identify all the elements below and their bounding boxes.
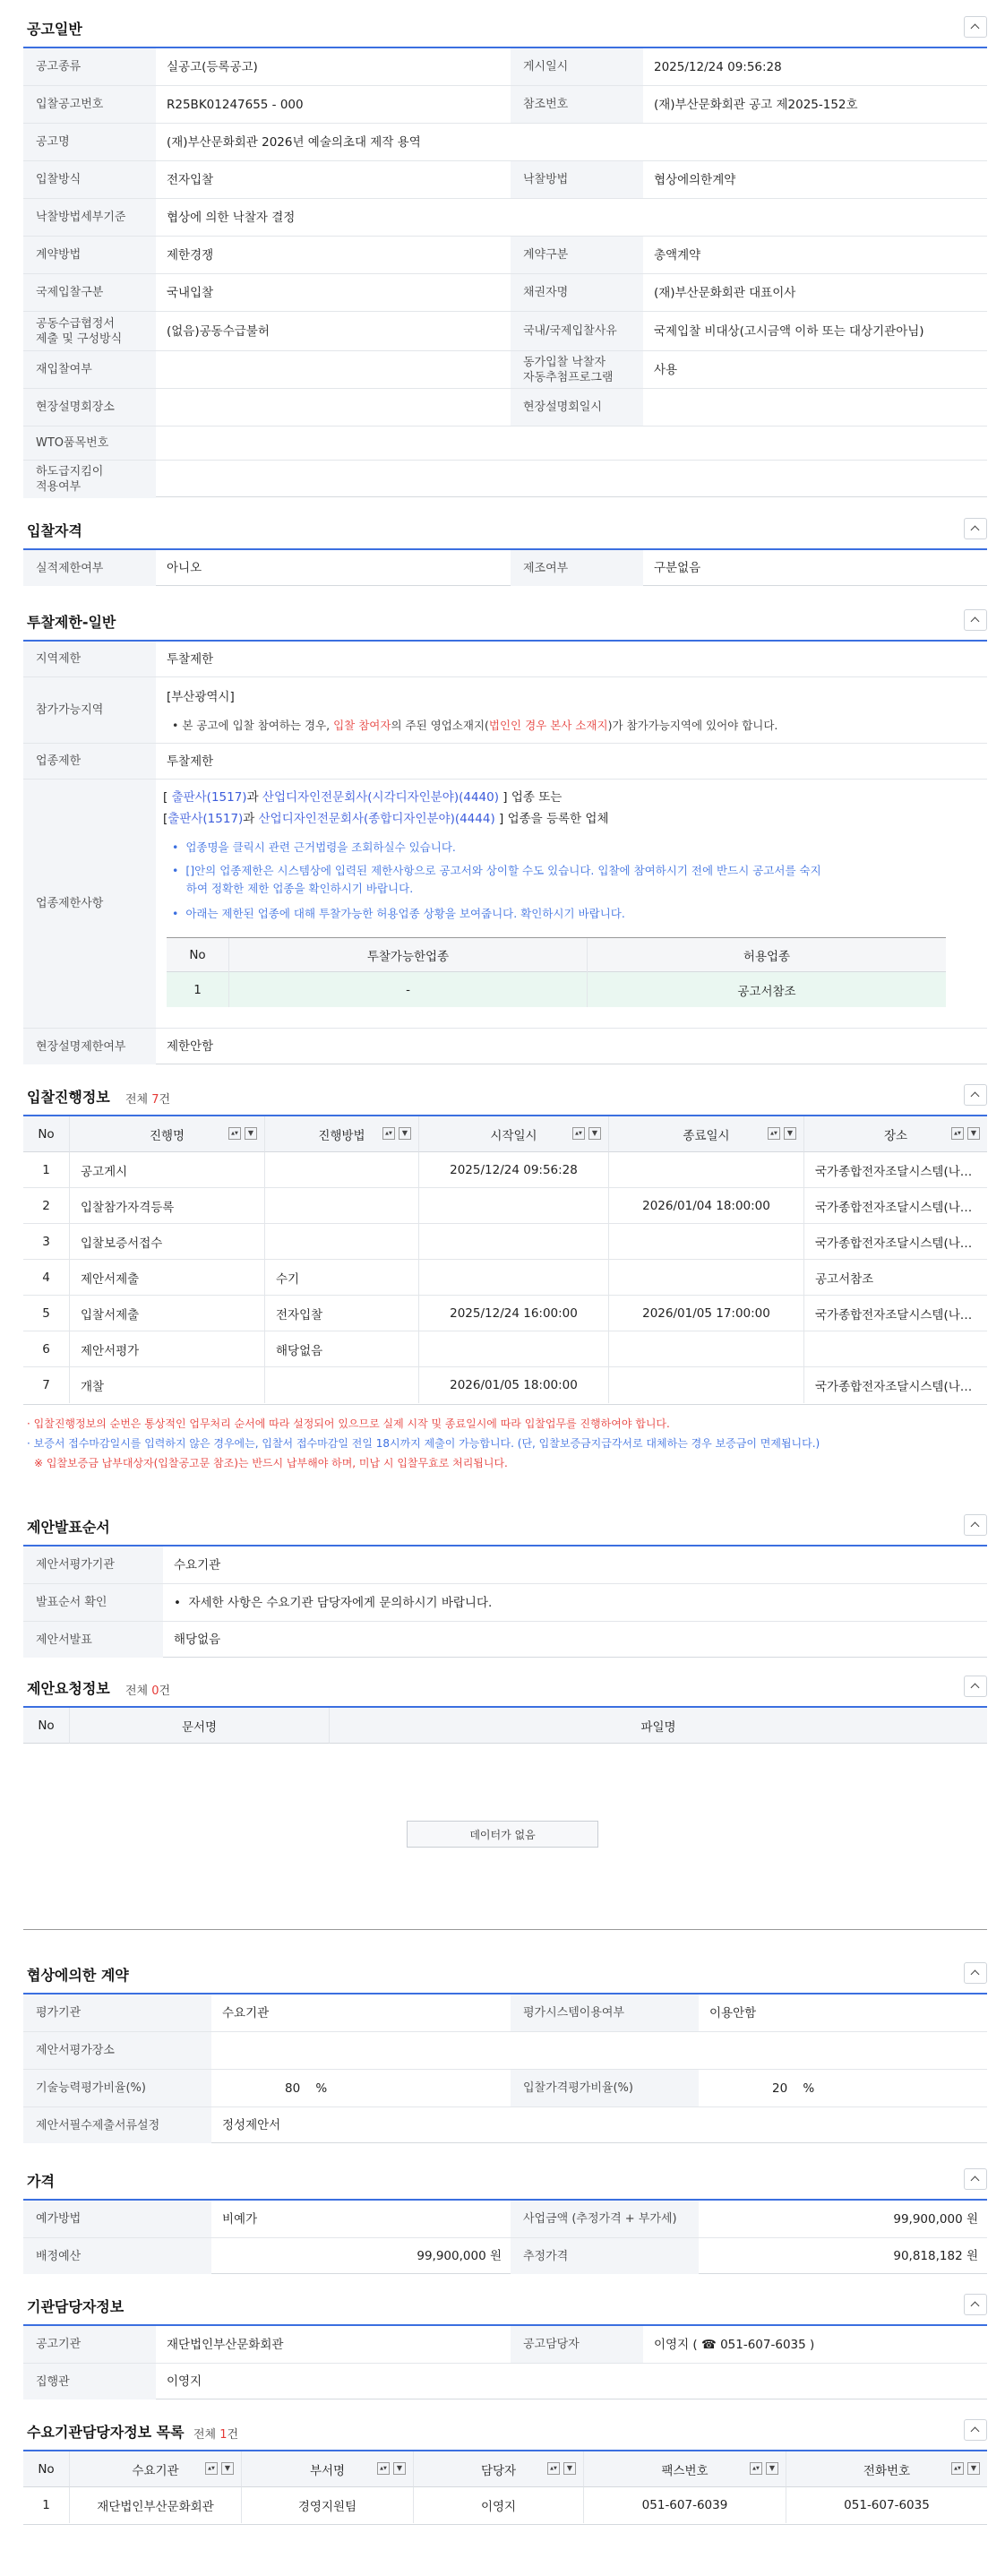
column-header-label: 전화번호 (863, 2463, 911, 2478)
field-label: 업종제한사항 (23, 780, 156, 1028)
section-title: 협상에의한 계약 (27, 1967, 129, 1984)
field-label: 입찰가격평가비율(%) (511, 2070, 699, 2106)
empty-message: 데이터가 없음 (407, 1821, 598, 1848)
column-header: 허용업종 (743, 950, 791, 964)
table-cell: 전자입찰 (265, 1296, 419, 1331)
column-header-6[interactable] (786, 2451, 987, 2487)
field-label: 공고명 (23, 124, 156, 160)
column-header-label: 진행명 (149, 1128, 185, 1143)
field-label: 입찰방식 (23, 161, 156, 198)
sub-header (167, 938, 946, 972)
column-header-label: 팩스번호 (661, 2463, 709, 2478)
allowed-industry-table (167, 937, 946, 1007)
field-label: 업종제한 (23, 744, 156, 779)
section-title: 공고일반 (27, 21, 82, 38)
field-label: 계약방법 (23, 237, 156, 273)
text: [ (163, 790, 172, 805)
section-title: 제안발표순서 (27, 1519, 110, 1536)
area-note: • 본 공고에 입찰 참여하는 경우, 입찰 참여자의 주된 영업소재지(법인인 경우 본사 소재지)가 참가가능지역에 있어야 합니다. (172, 719, 778, 732)
text: [ (163, 812, 168, 826)
industry-line-1 (163, 787, 562, 805)
cell: 1 (167, 972, 229, 1007)
table-cell: 제안서평가 (70, 1331, 265, 1367)
table-cell: 개찰 (70, 1367, 265, 1403)
industry-link[interactable]: 출판사(1517) (171, 790, 247, 805)
filter-icon[interactable]: ▼ (967, 2462, 980, 2475)
text: 건 (227, 2428, 239, 2442)
column-header-4[interactable] (419, 1116, 609, 1152)
site-limit: 제한안함 (167, 1039, 214, 1054)
table-cell: 2026/01/04 18:00:00 (609, 1188, 804, 1224)
table-cell: 경영지원팀 (242, 2487, 414, 2523)
section-announcement (23, 9, 987, 493)
table-row (23, 2487, 987, 2523)
table-cell (265, 1367, 419, 1403)
column-header: No (23, 1708, 70, 1744)
field-label: 현장설명회일시 (511, 389, 643, 426)
field-label: 공동수급협정서 제출 및 구성방식 (23, 312, 156, 350)
field-label: 현장설명회장소 (23, 389, 156, 426)
section-title: 가격 (27, 2173, 55, 2190)
contract-method: 제한경쟁 (167, 247, 214, 263)
filter-icon[interactable]: ▼ (221, 2462, 234, 2475)
filter-icon[interactable]: ▼ (967, 1127, 980, 1140)
table-row (167, 972, 946, 1007)
manager: 이영지 ( ☎ 051-607-6035 ) (654, 2337, 815, 2352)
filter-icon[interactable]: ▼ (563, 2462, 576, 2475)
table-cell: 1 (23, 1152, 70, 1188)
column-header-3[interactable] (242, 2451, 414, 2487)
table-row (23, 1188, 987, 1224)
section-title: 입찰진행정보 (27, 1089, 110, 1106)
note-line: · 보증서 접수마감일시를 입력하지 않은 경우에는, 입찰서 접수마감일 전일 18시까지 제출이 가능합니다. (단, 입찰보증금지급각서로 대체하는 경우 보증금이 면제됩니다.) (27, 1437, 820, 1450)
section-title: 기관담당자정보 (27, 2298, 125, 2315)
area-value: [부산광역시] (167, 690, 235, 704)
intl-type: 국내입찰 (167, 285, 214, 300)
filter-icon[interactable]: ▼ (784, 1127, 796, 1140)
sort-icon[interactable]: ▲▼ (572, 1127, 585, 1140)
field-label: 집행관 (23, 2364, 156, 2399)
table-cell: 입찰보증서접수 (70, 1224, 265, 1260)
field-label: 제안서발표 (23, 1622, 163, 1658)
project-amount: 99,900,000 원 (893, 2211, 978, 2227)
column-header-label: No (38, 2461, 55, 2477)
text: 건 (159, 1684, 171, 1698)
section-header (23, 1507, 987, 1543)
section-restriction (23, 602, 987, 1068)
section-demand (23, 2412, 987, 2529)
field-label: 참가가능지역 (23, 677, 156, 743)
count-number: 0 (151, 1684, 159, 1698)
collapse-toggle-icon[interactable] (964, 518, 987, 539)
column-header-label: 진행방법 (318, 1128, 365, 1143)
award-detail: 협상에 의한 낙찰자 결정 (167, 210, 296, 225)
field-label: 평가기관 (23, 1994, 211, 2031)
collapse-toggle-icon[interactable] (964, 1962, 987, 1984)
joint-supply: (없음)공동수급불허 (167, 323, 270, 339)
column-header-label: 시작일시 (490, 1128, 537, 1143)
field-label: 실적제한여부 (23, 550, 156, 586)
tech-ratio (211, 2070, 511, 2106)
cell: 공고서참조 (737, 984, 796, 999)
cell: - (229, 972, 588, 1007)
industry-limit: 투찰제한 (167, 754, 214, 769)
presentation-value: 해당없음 (174, 1633, 221, 1647)
section-header (23, 1668, 987, 1704)
column-header-label: 부서명 (309, 2463, 346, 2478)
table-cell: 수기 (265, 1260, 419, 1296)
note-text: )가 참가가능지역에 있어야 합니다. (607, 719, 778, 732)
collapse-toggle-icon[interactable] (964, 609, 987, 631)
industry-link[interactable]: 출판사(1517) (168, 812, 244, 826)
field-label: 제안서평가장소 (23, 2032, 211, 2069)
site-date (643, 389, 987, 426)
award-method: 협상에의한계약 (654, 172, 736, 187)
table-row (23, 1367, 987, 1403)
field-label: 재입찰여부 (23, 351, 156, 388)
table-cell (419, 1188, 609, 1224)
table-row (23, 1331, 987, 1367)
section-header (23, 9, 987, 45)
table-cell: 5 (23, 1296, 70, 1331)
bid-method: 전자입찰 (167, 172, 214, 187)
collapse-toggle-icon[interactable] (964, 1084, 987, 1106)
column-header: 문서명 (70, 1708, 330, 1744)
text: 자세한 사항은 수요기관 담당자에게 문의하시기 바랍니다. (188, 1595, 493, 1610)
sort-icon[interactable]: ▲▼ (377, 2462, 390, 2475)
filter-icon[interactable]: ▼ (399, 1127, 411, 1140)
field-label: 공고종류 (23, 48, 156, 85)
table-cell: 2025/12/24 09:56:28 (419, 1152, 609, 1188)
sort-icon[interactable]: ▲▼ (951, 2462, 964, 2475)
table-cell: 입찰서제출 (70, 1296, 265, 1331)
table-cell (265, 1224, 419, 1260)
section-qualification (23, 511, 987, 591)
field-label: 기술능력평가비율(%) (23, 2070, 211, 2106)
table-cell: 재단법인부산문화회관 (70, 2487, 242, 2523)
estimated-price: 90,818,182 원 (893, 2249, 978, 2263)
column-header-2[interactable] (70, 2451, 242, 2487)
sort-icon[interactable]: ▲▼ (228, 1127, 241, 1140)
column-header: No (167, 938, 229, 972)
column-header-5[interactable] (609, 1116, 804, 1152)
table-cell (804, 1331, 987, 1367)
section-header (23, 2412, 987, 2448)
column-header-label: No (38, 1126, 55, 1142)
section-presentation (23, 1507, 987, 1659)
value: 80 (285, 2081, 301, 2096)
collapse-toggle-icon[interactable] (964, 2419, 987, 2441)
filter-icon[interactable]: ▼ (393, 2462, 406, 2475)
table-cell (419, 1331, 609, 1367)
total-count (125, 1681, 170, 1698)
wto-number (156, 426, 987, 460)
filter-icon[interactable]: ▼ (588, 1127, 601, 1140)
field-label: 낙찰방법세부기준 (23, 199, 156, 236)
announcement-table (23, 47, 987, 497)
column-header-label: 종료일시 (683, 1128, 730, 1143)
table-cell: 국가종합전자조달시스템(나… (815, 1380, 973, 1394)
text: 전체 (193, 2428, 220, 2442)
sort-icon[interactable]: ▲▼ (547, 2462, 560, 2475)
section-header (23, 2287, 987, 2322)
section-header (23, 602, 987, 638)
field-label: 공고기관 (23, 2326, 156, 2363)
column-header: 투찰가능한업종 (229, 938, 588, 972)
performance-limit: 아니오 (167, 561, 202, 575)
section-request (23, 1668, 987, 1937)
price-method: 비예가 (222, 2211, 258, 2227)
field-label: WTO품목번호 (23, 426, 156, 460)
agency-table (23, 2324, 987, 2399)
field-label: 동가입찰 낙찰자 자동추첨프로그램 (511, 351, 643, 388)
section-title: 수요기관담당자정보 목록 (27, 2424, 185, 2441)
note-line: ※ 입찰보증금 납부대상자(입찰공고문 참조)는 반드시 납부해야 하며, 미납 시 입찰무효로 처리됩니다. (34, 1457, 508, 1469)
section-price (23, 2161, 987, 2278)
reference-number: (재)부산문화회관 공고 제2025-152호 (654, 97, 858, 112)
field-label: 공고담당자 (511, 2326, 643, 2363)
table-cell: 이영지 (414, 2487, 584, 2523)
rebid (156, 351, 511, 388)
sort-icon[interactable]: ▲▼ (382, 1127, 395, 1140)
table-cell: 국가종합전자조달시스템(나… (815, 1308, 973, 1322)
table-cell (609, 1367, 804, 1403)
table-cell (609, 1224, 804, 1260)
field-label: 참조번호 (511, 86, 643, 123)
field-label: 입찰공고번호 (23, 86, 156, 123)
eval-place (211, 2032, 987, 2069)
collapse-toggle-icon[interactable] (964, 1514, 987, 1536)
filter-icon[interactable]: ▼ (766, 2462, 778, 2475)
table-cell: 051-607-6039 (584, 2487, 786, 2523)
field-label: 평가시스템이용여부 (511, 1994, 699, 2031)
text: 건 (159, 1093, 171, 1107)
section-header (23, 511, 987, 547)
column-header-5[interactable] (584, 2451, 786, 2487)
table-cell: 3 (23, 1224, 70, 1260)
manufacture: 구분없음 (654, 561, 701, 575)
table-cell (265, 1152, 419, 1188)
eval-org: 수요기관 (222, 2005, 270, 2020)
collapse-toggle-icon[interactable] (964, 2168, 987, 2190)
table-row (23, 1224, 987, 1260)
table-cell: 입찰참가자격등록 (70, 1188, 265, 1224)
demand-table (23, 2450, 987, 2525)
column-header-1 (23, 2451, 70, 2487)
eval-system: 이용안함 (709, 2005, 757, 2020)
table-row (23, 1296, 987, 1331)
table-cell: 국가종합전자조달시스템(나… (815, 1236, 973, 1251)
section-title: 투찰제한-일반 (27, 614, 116, 631)
column-header-label: 장소 (883, 1128, 908, 1143)
note-text: 본 공고에 입찰 참여하는 경우, (182, 719, 334, 732)
text: 전체 (125, 1684, 152, 1698)
sort-icon[interactable]: ▲▼ (768, 1127, 780, 1140)
section-progress (23, 1077, 987, 1489)
total-count (125, 1090, 170, 1107)
unit: % (803, 2081, 815, 2096)
table-cell: 2026/01/05 18:00:00 (419, 1367, 609, 1403)
price-table (23, 2199, 987, 2274)
price-ratio (699, 2070, 987, 2106)
table-cell: 2 (23, 1188, 70, 1224)
collapse-toggle-icon[interactable] (964, 1676, 987, 1697)
negotiation-table (23, 1993, 987, 2143)
table-cell: 1 (23, 2487, 70, 2523)
lottery-program: 사용 (654, 362, 678, 377)
text: ] 업종을 등록한 업체 (494, 812, 609, 826)
note-text: 법인인 경우 본사 소재지 (488, 719, 608, 732)
column-header-3[interactable] (265, 1116, 419, 1152)
table-cell: 공고게시 (70, 1152, 265, 1188)
text: 과 (246, 790, 262, 805)
column-header-2[interactable] (70, 1116, 265, 1152)
field-label: 발표순서 확인 (23, 1584, 163, 1621)
unit: % (315, 2081, 328, 2096)
contract-type: 총액계약 (654, 247, 701, 263)
note-text: 입찰 참여자 (333, 719, 391, 732)
table-row (23, 1152, 987, 1188)
table-cell: 제안서제출 (70, 1260, 265, 1296)
sort-icon[interactable]: ▲▼ (205, 2462, 218, 2475)
column-header-6[interactable] (804, 1116, 987, 1152)
progress-table (23, 1115, 987, 1405)
table-row (23, 1260, 987, 1296)
table-cell: 2026/01/05 17:00:00 (609, 1296, 804, 1331)
sort-icon[interactable]: ▲▼ (750, 2462, 762, 2475)
intl-reason: 국제입찰 비대상(고시금액 이하 또는 대상기관아님) (654, 323, 924, 339)
bullet-note: • 아래는 제한된 업종에 대해 투찰가능한 허용업종 상황을 보여줍니다. 확인하시기 바랍니다. (172, 907, 625, 920)
table-cell: 국가종합전자조달시스템(나… (815, 1165, 973, 1179)
collapse-toggle-icon[interactable] (964, 16, 987, 38)
posted-datetime: 2025/12/24 09:56:28 (654, 59, 782, 74)
industry-line-2 (163, 808, 609, 826)
table-cell (609, 1152, 804, 1188)
text: []안의 업종제한은 시스템상에 입력된 제한사항으로 공고서와 상이할 수도 있습니다. 입찰에 참여하시기 전에 반드시 공고서를 숙지 (185, 864, 821, 877)
note-line: · 입찰진행정보의 순번은 통상적인 업무처리 순서에 따라 설정되어 있으므로 실제 시작 및 종료일시에 따라 입찰업무를 진행하여야 합니다. (27, 1417, 670, 1430)
count-number: 7 (151, 1093, 159, 1107)
table-cell: 6 (23, 1331, 70, 1367)
column-header-4[interactable] (414, 2451, 584, 2487)
subcontract (156, 461, 987, 498)
filter-icon[interactable]: ▼ (245, 1127, 257, 1140)
table-cell (419, 1224, 609, 1260)
eval-org: 수요기관 (174, 1557, 221, 1572)
agency-org: 재단법인부산문화회관 (167, 2337, 284, 2352)
text: 과 (243, 812, 259, 826)
field-label: 추정가격 (511, 2238, 699, 2274)
field-label: 현장설명제한여부 (23, 1029, 156, 1064)
bid-number: R25BK01247655 - 000 (167, 97, 304, 112)
field-label: 국내/국제입찰사유 (511, 312, 643, 350)
collapse-toggle-icon[interactable] (964, 2294, 987, 2315)
count-number: 1 (219, 2428, 228, 2442)
field-label: 계약구분 (511, 237, 643, 273)
creditor: (재)부산문화회관 대표이사 (654, 285, 796, 300)
bullet-note: • []안의 업종제한은 시스템상에 입력된 제한사항으로 공고서와 상이할 수도 있습니다. 입찰에 참여하시기 전에 반드시 공고서를 숙지 하여 정확한 제한 업종을 확인하시기 바랍니다. (172, 864, 821, 895)
progress-notes (27, 1414, 820, 1473)
sort-icon[interactable]: ▲▼ (951, 1127, 964, 1140)
announce-name: (재)부산문화회관 2026년 예술의초대 제작 용역 (167, 134, 421, 150)
table-cell: 051-607-6035 (844, 2498, 930, 2512)
column-header: 파일명 (330, 1708, 987, 1744)
note-text: 의 주된 영업소재지( (391, 719, 489, 732)
table-cell: 7 (23, 1367, 70, 1403)
required-docs: 정성제안서 (222, 2118, 281, 2132)
section-header (23, 1077, 987, 1113)
field-label: 게시일시 (511, 48, 643, 85)
field-label: 제조여부 (511, 550, 643, 586)
section-title: 제안요청정보 (27, 1680, 110, 1697)
section-header (23, 1955, 987, 1991)
text: 업종명을 클릭시 관련 근거법령을 조회하실수 있습니다. (185, 840, 456, 854)
table-cell: 공고서참조 (815, 1272, 874, 1287)
table-cell (609, 1260, 804, 1296)
text: 전체 (125, 1093, 152, 1107)
field-label: 예가방법 (23, 2201, 211, 2237)
presentation-table (23, 1545, 987, 1658)
section-header (23, 2161, 987, 2197)
total-count (193, 2425, 238, 2442)
restriction-table (23, 640, 987, 1064)
table-cell (265, 1188, 419, 1224)
announce-type: 실공고(등록공고) (167, 59, 258, 74)
field-label: 국제입찰구분 (23, 274, 156, 311)
table-cell: 2025/12/24 16:00:00 (419, 1296, 609, 1331)
section-agency (23, 2287, 987, 2403)
field-label: 제안서필수제출서류설정 (23, 2107, 211, 2143)
text: ] 업종 또는 (499, 790, 563, 805)
table-cell (609, 1331, 804, 1367)
site-place (156, 389, 511, 426)
value: 20 (772, 2081, 788, 2096)
industry-link[interactable]: 산업디자인전문회사(종합디자인분야)(4444) (258, 812, 495, 826)
field-label: 지역제한 (23, 642, 156, 676)
table-cell: 해당없음 (265, 1331, 419, 1367)
request-table (23, 1706, 987, 1930)
field-label: 채권자명 (511, 274, 643, 311)
section-title: 입찰자격 (27, 522, 82, 539)
bullet-note: • 업종명을 클릭시 관련 근거법령을 조회하실수 있습니다. (172, 840, 456, 854)
executor: 이영지 (167, 2374, 202, 2389)
field-label: 낙찰방법 (511, 161, 643, 198)
text: 입찰진행정보의 순번은 통상적인 업무처리 순서에 따라 설정되어 있으므로 실제 시작 및 종료일시에 따라 입찰업무를 진행하여야 합니다. (33, 1417, 670, 1430)
qualification-table (23, 548, 987, 586)
text: 아래는 제한된 업종에 대해 투찰가능한 허용업종 상황을 보여줍니다. 확인하시기 바랍니다. (185, 907, 625, 920)
column-header-label: 담당자 (480, 2463, 517, 2478)
column-header-1 (23, 1116, 70, 1152)
field-label: 배정예산 (23, 2238, 211, 2274)
table-cell (419, 1260, 609, 1296)
field-label: 하도급지킴이 적용여부 (23, 461, 156, 498)
industry-link[interactable]: 산업디자인전문회사(시각디자인분야)(4440) (262, 790, 500, 805)
column-header-label: 수요기관 (132, 2463, 179, 2478)
field-label: 제안서평가기관 (23, 1546, 163, 1583)
budget: 99,900,000 원 (417, 2249, 502, 2263)
order-check: • 자세한 사항은 수요기관 담당자에게 문의하시기 바랍니다. (174, 1595, 493, 1610)
text: 하여 정확한 제한 업종을 확인하시기 바랍니다. (185, 882, 414, 895)
table-cell: 4 (23, 1260, 70, 1296)
text: 보증서 접수마감일시를 입력하지 않은 경우에는, 입찰서 접수마감일 전일 18시까지 제출이 가능합니다. (단, 입찰보증금지급각서로 대체하는 경우 보증금이 면제됩니다.) (33, 1437, 820, 1450)
region-limit: 투찰제한 (167, 651, 214, 667)
section-negotiation (23, 1955, 987, 2152)
field-label: 사업금액 (추정가격 + 부가세) (511, 2201, 699, 2237)
table-cell: 국가종합전자조달시스템(나… (815, 1201, 973, 1215)
